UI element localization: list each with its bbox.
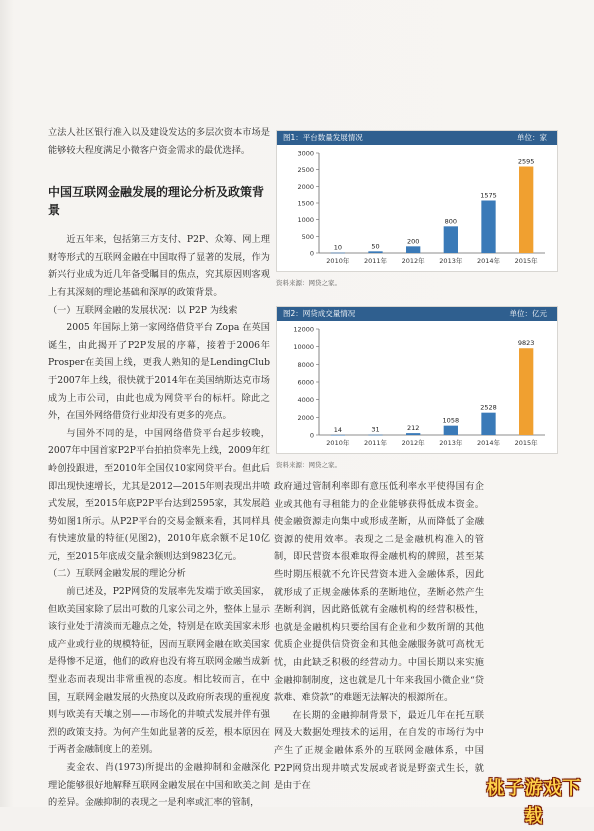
section-heading: 中国互联网金融发展的理论分析及政策背景 <box>48 185 265 218</box>
bar <box>406 246 420 253</box>
body-paragraph: 政府通过管制利率即有意压低利率水平使得国有企业或其他有寻租能力的企业能够获得低成本资金。使金融资源走向集中或形成垄断，从而降低了金融资源的使用效率。表现之二是金融机构准入的管制，即民营资本很难取得金融机构的牌照，甚至某些时期压根就不允许民营资本进入金融体系，因此就形成了正规金融体系的垄断地位，垄断必然产生垄断利润，因此路低就有金融机构的经营积极性，也就是金融机构只要给国有企业和少数所谓的其他优质企业提供信贷资金和其他金融服务就可高枕无忧，由此缺乏积极的经营动力。中国长期以来实施金融抑制制度，这也就是几十年来我国小微企业“贷款难、难贷款”的难题无法解决的根源所在。 <box>274 481 484 704</box>
chart-figure-2 <box>276 306 558 454</box>
bar <box>368 435 382 436</box>
y-tick-label: 2000 <box>297 413 314 422</box>
y-tick-label: 3000 <box>297 149 314 158</box>
bar-chart-loan-volume <box>277 321 557 453</box>
right-column <box>274 478 484 795</box>
chart-source: 资料来源：网贷之家。 <box>276 279 341 287</box>
x-tick-label: 2015年 <box>514 439 538 447</box>
bar <box>444 226 458 253</box>
y-tick-label: 12000 <box>293 325 314 334</box>
y-tick-label: 1500 <box>297 199 314 208</box>
y-tick-label: 500 <box>301 232 314 241</box>
y-tick-label: 4000 <box>297 396 314 405</box>
bar <box>481 413 495 435</box>
body-paragraph: 2005 年国际上第一家网络借贷平台 Zopa 在英国诞生，由此揭开了P2P发展的序幕，接着于2006年Prosper在美国上线，更我人熟知的是LendingClub于2007年上线，很快就于2014年在美国纳斯达克市场成为上市公司，由此也成为网贷平台的标杆。除此之外，在国外网络借贷行业却没有更多的亮点。 <box>48 322 270 422</box>
data-label: 50 <box>371 242 380 251</box>
y-tick-label: 1000 <box>297 216 314 225</box>
bar <box>481 201 495 254</box>
x-tick-label: 2015年 <box>514 257 538 265</box>
data-label: 200 <box>406 237 420 246</box>
x-tick-label: 2012年 <box>401 439 425 447</box>
bar <box>519 348 533 435</box>
y-tick-label: 2000 <box>297 182 314 191</box>
body-paragraph: 前已述及，P2P网贷的发展率先发端于欧美国家，但欧美国家除了层出可数的几家公司之外，整体上显示该行业处于清淡而无趣点之处，特别是在欧美国家未形成产业或行业的规模特征，因而互联网金融在欧美国家是得惨不足道，他们的政府也没有将互联网金融当成新型业态而表现出非常重视的态度。相比较而言，在中国，互联网金融发展的火热度以及政府所表现的重视度则与欧美有天壤之别——市场化的井喷式发展并伴有强烈的政策支持。为何产生如此显著的反差，根本原因在于两者金融制度上的差别。 <box>48 586 270 756</box>
chart-unit: 单位：亿元 <box>509 309 547 318</box>
chart-title: 图1：平台数量发展情况 <box>283 133 363 142</box>
x-tick-label: 2014年 <box>476 257 501 265</box>
body-paragraph: 在长期的金融抑制背景下，最近几年在托互联网及大数据处理技术的运用，在自发的市场行为中产生了正规金融体系外的互联网金融体系，中国P2P网贷出现井喷式发展或者说是野蛮式生长，就是由于在 <box>274 709 484 792</box>
left-column <box>48 124 270 812</box>
data-label: 14 <box>333 425 342 434</box>
x-tick-label: 2011年 <box>363 257 388 265</box>
chart-title: 图2：网贷成交量情况 <box>283 309 356 318</box>
bar <box>368 251 382 253</box>
bar <box>519 167 533 254</box>
x-tick-label: 2012年 <box>401 257 425 265</box>
watermark-logo: 桃子游戏下载 <box>486 778 582 827</box>
body-paragraph: 近五年来，包括第三方支付、P2P、众筹、网上理财等形式的互联网金融在中国取得了显著的发展，作为新兴行业成为近几年备受瞩目的焦点，究其原因则客观上有其深刻的理论基础和深厚的政策背景。 <box>48 234 270 298</box>
data-label: 2595 <box>517 157 535 166</box>
chart-source: 资料来源：网贷之家。 <box>276 461 341 469</box>
data-label: 31 <box>371 425 380 434</box>
y-tick-label: 6000 <box>297 378 314 387</box>
subheading-development-status: （一）互联网金融的发展状况：以 P2P 为线索 <box>48 304 238 316</box>
body-paragraph: 麦金农、肖(1973)所提出的金融抑制和金融深化理论能够很好地解释互联网金融发展在中国和欧美之间的差异。金融抑制的表现之一是利率或汇率的管制， <box>48 762 270 809</box>
subheading-theory-analysis: （二）互联网金融发展的理论分析 <box>48 568 186 580</box>
x-tick-label: 2011年 <box>363 439 388 447</box>
bar <box>406 433 420 435</box>
bar <box>331 253 345 254</box>
data-label: 2528 <box>480 403 497 412</box>
chart-unit: 单位：家 <box>517 133 547 142</box>
x-tick-label: 2010年 <box>326 257 350 265</box>
data-label: 800 <box>444 217 458 226</box>
x-tick-label: 2013年 <box>439 439 463 447</box>
bar-chart-platform-count <box>277 145 557 271</box>
bar <box>331 435 345 436</box>
y-tick-label: 2500 <box>297 166 314 175</box>
data-label: 1058 <box>442 416 460 425</box>
chart-header <box>277 131 557 145</box>
data-label: 1575 <box>480 191 497 200</box>
chart-figure-1 <box>276 130 558 272</box>
bar <box>444 426 458 435</box>
x-tick-label: 2014年 <box>476 439 501 447</box>
x-tick-label: 2013年 <box>439 257 463 265</box>
data-label: 212 <box>406 424 420 433</box>
y-tick-label: 8000 <box>297 360 314 369</box>
chart-header <box>277 307 557 321</box>
data-label: 10 <box>333 243 342 252</box>
y-tick-label: 0 <box>309 431 314 440</box>
y-tick-label: 0 <box>309 249 314 258</box>
x-tick-label: 2010年 <box>326 439 350 447</box>
data-label: 9823 <box>517 339 535 348</box>
y-tick-label: 10000 <box>293 343 314 352</box>
body-paragraph: 与国外不同的是，中国网络借贷平台起步较晚，2007年中国首家P2P平台拍拍贷率先上线，2009年红岭创投跟进，至2010年全国仅10家网贷平台。但此后即出现快速增长，尤其是2012—2015年则表现出井喷式发展，至2015年底P2P平台达到2595家，其发展趋势如图1所示。从P2P平台的交易金额来看，其同样具有快速放量的特征(见图2)，2010年底余额不足10亿元，至2015年底成交量余额则达到9823亿元。 <box>48 427 270 562</box>
intro-paragraph: 立法人社区银行准入以及建设发达的多层次资本市场是能够较大程度满足小微客户资金需求的最优选择。 <box>48 127 270 156</box>
